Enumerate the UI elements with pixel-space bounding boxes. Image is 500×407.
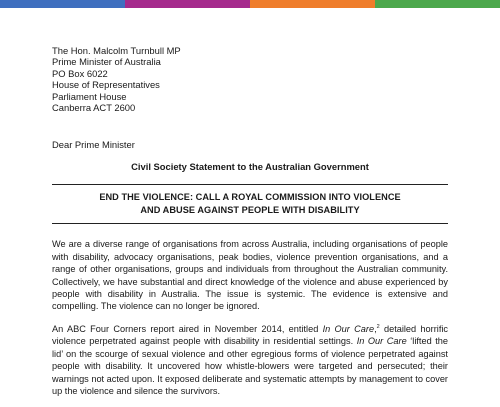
report-title-italic: In Our Care xyxy=(322,323,375,334)
strip-segment-green xyxy=(375,0,500,8)
letter-page xyxy=(52,45,448,407)
strip-segment-orange xyxy=(250,0,375,8)
paragraph-text: , xyxy=(374,323,377,334)
address-line: The Hon. Malcolm Turnbull MP xyxy=(52,45,181,56)
campaign-banner xyxy=(52,184,448,224)
paragraph-text: An ABC Four Corners report aired in November 2014, entitled xyxy=(52,323,323,334)
report-title-italic: In Our Care xyxy=(356,336,407,347)
body-paragraph-1: We are a diverse range of organisations from across Australia, including organisations of people with disability, advocacy organisations, peak bodies, violence prevention organisations, and a range of other organisations, groups and individuals from throughout the Australian community. Collectively, we have substantial and direct knowledge of the violence and abuse experienced by people with disability in Australia. The issue is systemic. The evidence is extensive and compelling. The violence can no longer be ignored. xyxy=(52,239,448,312)
header-color-strip xyxy=(0,0,500,8)
statement-title: Civil Society Statement to the Australian Government xyxy=(131,160,369,172)
strip-segment-purple xyxy=(125,0,250,8)
address-line: House of Representatives xyxy=(52,79,160,91)
recipient-address xyxy=(52,45,448,113)
paragraph-text: detailed horrific violence perpetrated against people with disability in residential settings. xyxy=(52,323,449,347)
salutation: Dear Prime Minister xyxy=(52,139,135,151)
paragraph-text: ‘lifted the lid’ on the scourge of sexual violence and other egregious forms of violence perpetrated against people with disability. It uncovered how whistle-blowers were targeted and persecuted; their warnings not acted upon. It exposed deliberate and systematic attempts by management to cover up the violence and silence the survivors. xyxy=(52,336,449,396)
strip-segment-blue xyxy=(0,0,125,8)
address-line: PO Box 6022 xyxy=(52,67,108,79)
body-paragraph-2 xyxy=(52,323,448,397)
address-line: Parliament House xyxy=(52,90,127,102)
banner-line-1: END THE VIOLENCE: CALL A ROYAL COMMISSION INTO VIOLENCE xyxy=(99,192,401,203)
banner-line-2: AND ABUSE AGAINST PEOPLE WITH DISABILITY xyxy=(140,204,360,215)
address-line: Prime Minister of Australia xyxy=(52,56,161,68)
footnote-marker: 2 xyxy=(376,323,380,330)
address-line: Canberra ACT 2600 xyxy=(52,102,136,114)
